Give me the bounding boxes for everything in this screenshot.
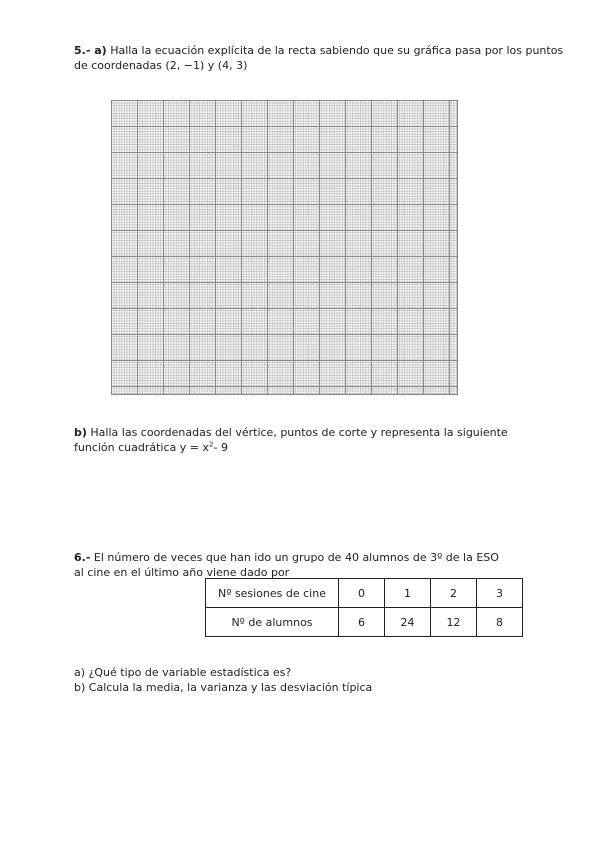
frequency-table xyxy=(205,578,523,637)
exponent: 2 xyxy=(209,440,214,449)
table-cell: 0 xyxy=(339,579,385,608)
table-cell: 24 xyxy=(385,608,431,637)
question-5a-text xyxy=(74,43,563,73)
question-5b-line1: Halla las coordenadas del vértice, puntos de corte y representa la siguiente xyxy=(90,426,508,439)
question-6-line2: al cine en el último año viene dado por xyxy=(74,566,290,579)
table-cell: 6 xyxy=(339,608,385,637)
question-5b-label: b) xyxy=(74,426,87,439)
graph-paper-grid xyxy=(111,100,458,395)
question-5a-number: 5.- a) xyxy=(74,44,107,57)
row-header-sessions: Nº sesiones de cine xyxy=(206,579,339,608)
question-6-number: 6.- xyxy=(74,551,91,564)
table-cell: 8 xyxy=(477,608,523,637)
question-5b-line2-post: - 9 xyxy=(213,441,228,454)
question-5a-line2: de coordenadas (2, −1) y (4, 3) xyxy=(74,59,248,72)
table-cell: 1 xyxy=(385,579,431,608)
question-5b-text xyxy=(74,425,508,455)
question-6a: a) ¿Qué tipo de variable estadística es? xyxy=(74,666,292,679)
question-5a-line1: Halla la ecuación explícita de la recta sabiendo que su gráfica pasa por los puntos xyxy=(110,44,564,57)
table-cell: 3 xyxy=(477,579,523,608)
table-cell: 12 xyxy=(431,608,477,637)
question-6-text xyxy=(74,550,499,580)
question-6b: b) Calcula la media, la varianza y las desviación típica xyxy=(74,681,373,694)
table-row xyxy=(206,579,523,608)
question-6-line1: El número de veces que han ido un grupo de 40 alumnos de 3º de la ESO xyxy=(93,551,499,564)
question-6-parts xyxy=(74,665,372,695)
table-cell: 2 xyxy=(431,579,477,608)
table-row xyxy=(206,608,523,637)
question-5b-line2-pre: función cuadrática y = x xyxy=(74,441,210,454)
row-header-students: Nº de alumnos xyxy=(206,608,339,637)
